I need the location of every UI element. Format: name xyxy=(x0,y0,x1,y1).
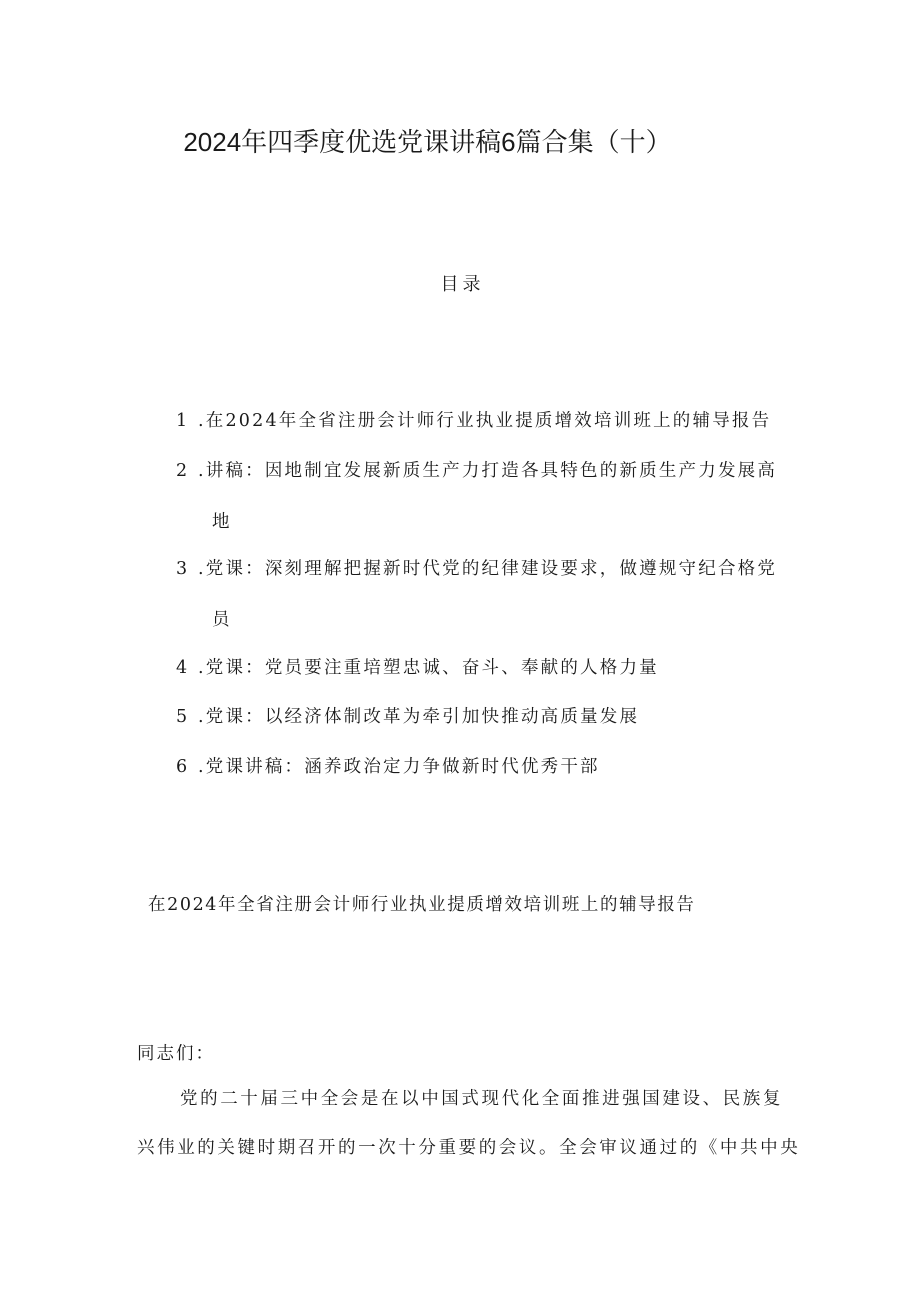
toc-item-text: .党课：党员要注重培塑忠诚、奋斗、奉献的人格力量 xyxy=(198,658,659,678)
toc-item-number: 1 xyxy=(176,411,190,431)
paragraph-line: 党的二十届三中全会是在以中国式现代化全面推进强国建设、民族复 xyxy=(180,1089,783,1109)
toc-item-text: .在2024年全省注册会计师行业执业提质增效培训班上的辅导报告 xyxy=(198,411,772,431)
toc-item-number: 6 xyxy=(176,757,190,777)
toc-item-number: 3 xyxy=(176,559,190,579)
toc-item-text: .党课讲稿：涵养政治定力争做新时代优秀干部 xyxy=(198,757,600,777)
toc-item[interactable] xyxy=(176,755,796,779)
toc-item[interactable] xyxy=(176,409,796,433)
toc-item[interactable] xyxy=(176,557,796,581)
toc-item[interactable] xyxy=(176,459,796,483)
toc-item-text: .讲稿：因地制宜发展新质生产力打造各具特色的新质生产力发展高 xyxy=(198,461,778,481)
paragraph-line: 兴伟业的关键时期召开的一次十分重要的会议。全会审议通过的《中共中央 xyxy=(137,1138,801,1158)
toc-heading: 目录 xyxy=(440,274,485,295)
document-title: 2024年四季度优选党课讲稿6篇合集（十） xyxy=(183,127,672,157)
toc-item[interactable] xyxy=(176,656,796,680)
toc-item-number: 2 xyxy=(176,461,190,481)
toc-item[interactable] xyxy=(176,705,796,729)
section-title: 在2024年全省注册会计师行业执业提质增效培训班上的辅导报告 xyxy=(148,895,696,915)
toc-item-continuation: 地 xyxy=(212,512,232,532)
toc-item-text: .党课：深刻理解把握新时代党的纪律建设要求，做遵规守纪合格党 xyxy=(198,559,778,579)
toc-item-number: 4 xyxy=(176,658,190,678)
toc-item-text: .党课：以经济体制改革为牵引加快推动高质量发展 xyxy=(198,707,640,727)
toc-item-continuation: 员 xyxy=(212,610,232,630)
toc-item-number: 5 xyxy=(176,707,190,727)
greeting: 同志们： xyxy=(137,1044,215,1064)
